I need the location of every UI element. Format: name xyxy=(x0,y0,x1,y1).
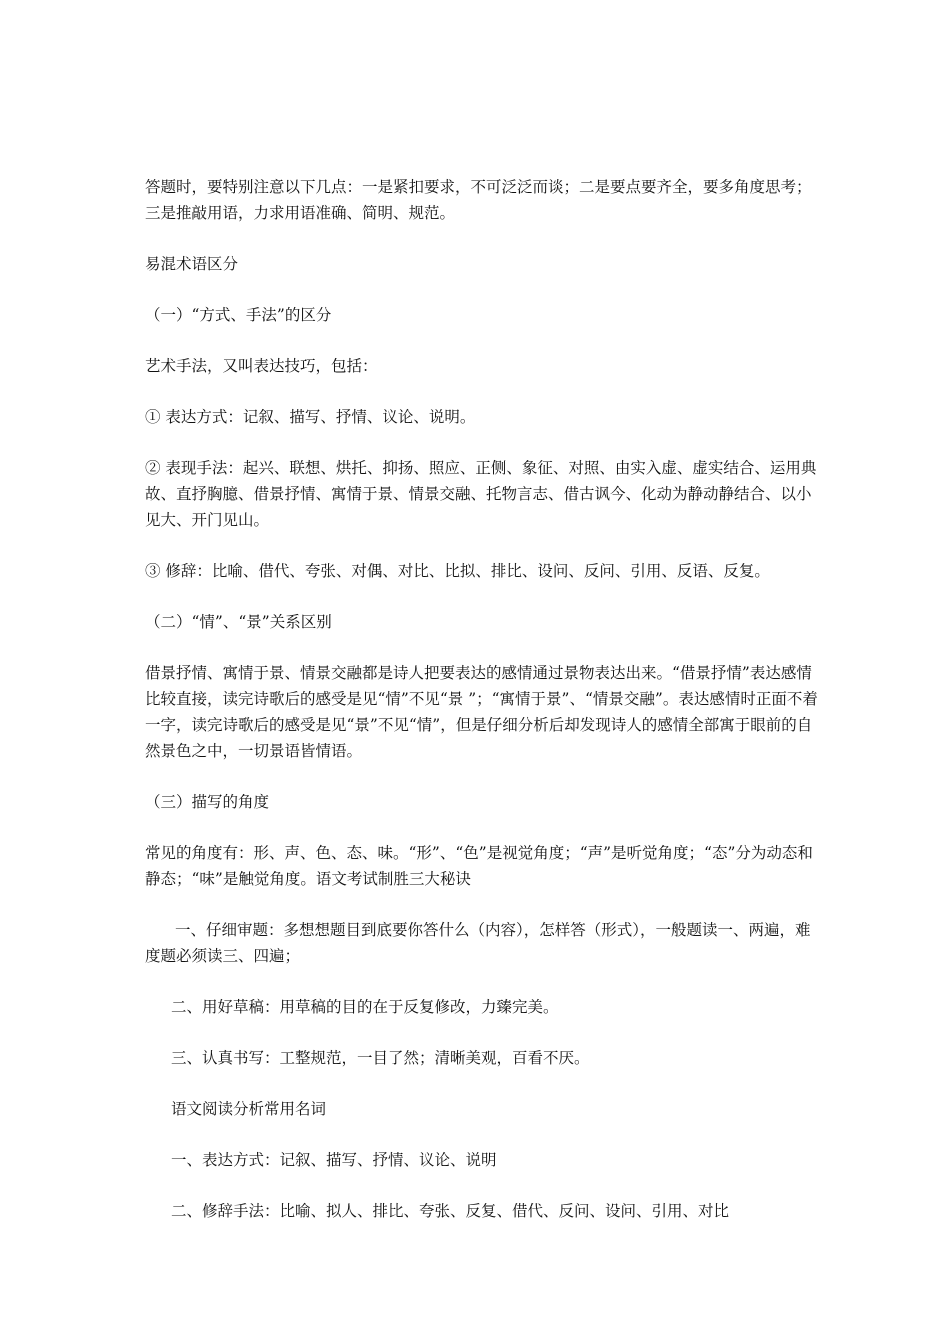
section-heading-reading: 语文阅读分析常用名词 xyxy=(171,1100,327,1118)
reading-item-rhetoric: 二、修辞手法：比喻、拟人、排比、夸张、反复、借代、反问、设问、引用、对比 xyxy=(171,1202,730,1220)
tip-draft: 二、用好草稿：用草稿的目的在于反复修改，力臻完美。 xyxy=(171,998,559,1016)
subheading-description-angle: （三）描写的角度 xyxy=(145,793,270,811)
list-item-expression: ① 表达方式：记叙、描写、抒情、议论、说明。 xyxy=(145,408,476,426)
document-body xyxy=(145,174,825,1249)
intro-paragraph: 答题时，要特别注意以下几点：一是紧扣要求，不可泛泛而谈；二是要点要齐全，要多角度思考；三是推敲用语，力求用语准确、简明、规范。 xyxy=(145,178,812,222)
reading-item-expression: 一、表达方式：记叙、描写、抒情、议论、说明 xyxy=(171,1151,497,1169)
subheading-emotion-scene: （二）“情”、“景”关系区别 xyxy=(145,613,332,631)
list-item-technique: ② 表现手法：起兴、联想、烘托、抑扬、照应、正侧、象征、对照、由实入虚、虚实结合、运用典故、直抒胸臆、借景抒情、寓情于景、情景交融、托物言志、借古讽今、化动为静动静结合、以小见大、开门见山。 xyxy=(145,459,817,529)
tip-writing: 三、认真书写：工整规范，一目了然；清晰美观，百看不厌。 xyxy=(171,1049,590,1067)
emotion-scene-paragraph: 借景抒情、寓情于景、情景交融都是诗人把要表达的感情通过景物表达出来。“借景抒情”表达感情比较直接，读完诗歌后的感受是见“情”不见“景 ”；“寓情于景”、“情景交融”。表达感情时正面不着一字，读完诗歌后的感受是见“景”不见“情”，但是仔细分析后却发现诗人的感情全部寓于眼前的自然景色之中，一切景语皆情语。 xyxy=(145,664,818,760)
art-technique-paragraph: 艺术手法，又叫表达技巧，包括： xyxy=(145,357,378,375)
angle-paragraph: 常见的角度有：形、声、色、态、味。“形”、“色”是视觉角度；“声”是听觉角度；“态”分为动态和静态；“味”是触觉角度。语文考试制胜三大秘诀 xyxy=(145,844,813,888)
subheading-method: （一）“方式、手法”的区分 xyxy=(145,306,332,324)
list-item-rhetoric: ③ 修辞：比喻、借代、夸张、对偶、对比、比拟、排比、设问、反问、引用、反语、反复。 xyxy=(145,562,770,580)
section-heading-terms: 易混术语区分 xyxy=(145,255,239,273)
tip-review-question: 一、仔细审题：多想想题目到底要你答什么（内容），怎样答（形式），一般题读一、两遍，难度题必须读三、四遍； xyxy=(145,921,811,965)
